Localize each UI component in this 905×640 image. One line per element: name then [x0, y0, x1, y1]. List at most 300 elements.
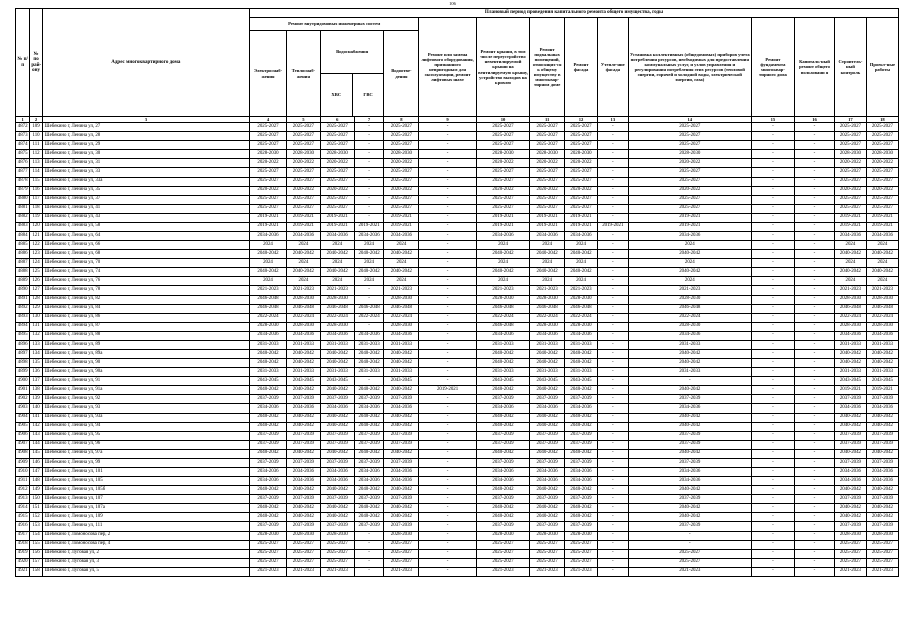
table-cell: 2034-2036 [835, 404, 867, 413]
table-cell: 2025-2027 [320, 168, 354, 177]
table-cell: - [794, 422, 834, 431]
table-cell: 2024 [628, 259, 751, 268]
table-cell: 2025-2027 [628, 141, 751, 150]
table-cell: 2040-2042 [565, 486, 598, 495]
table-row [16, 141, 899, 150]
table-cell: 2024 [565, 241, 598, 250]
table-cell: 2037-2039 [476, 458, 529, 467]
table-cell: 2040-2042 [530, 513, 565, 522]
address-cell: Шебекино г, Ломоносова пер, 4 [42, 540, 249, 549]
table-cell: - [597, 413, 628, 422]
table-cell: 2025-2027 [476, 540, 529, 549]
table-cell: 2037-2039 [354, 495, 384, 504]
table-cell: 2031-2033 [476, 340, 529, 349]
table-cell: 2028-2030 [565, 295, 598, 304]
table-cell: 2024 [286, 277, 320, 286]
table-cell: - [751, 322, 794, 331]
table-cell: 2037-2039 [320, 431, 354, 440]
table-cell: - [597, 486, 628, 495]
table-row [16, 504, 899, 513]
table-cell: 2034-2036 [286, 231, 320, 240]
table-cell: 2028-2030 [320, 150, 354, 159]
table-cell: 2024 [250, 277, 287, 286]
table-cell: - [751, 377, 794, 386]
table-cell: 2025-2027 [286, 123, 320, 132]
table-cell: 2024 [286, 259, 320, 268]
table-cell: - [597, 386, 628, 395]
table-cell: 151 [30, 504, 42, 513]
table-cell: 2025-2027 [835, 540, 867, 549]
header-water: Водоснабжения [321, 31, 384, 74]
table-cell: 2025-2027 [866, 141, 898, 150]
table-cell: - [419, 558, 476, 567]
table-cell: - [794, 431, 834, 440]
table-row [16, 222, 899, 231]
table-cell: 2034-2036 [250, 468, 287, 477]
table-cell: 137 [30, 377, 42, 386]
table-cell: - [794, 449, 834, 458]
address-cell: Шебекино г, Ломоносова пер, 2 [42, 531, 249, 540]
table-cell: - [597, 195, 628, 204]
table-cell: - [628, 540, 751, 549]
column-number: 11 [530, 117, 565, 123]
table-row [16, 558, 899, 567]
table-cell: 2040-2042 [476, 386, 529, 395]
table-cell: 119 [30, 213, 42, 222]
table-cell: 2019-2021 [565, 213, 598, 222]
table-cell: 117 [30, 195, 42, 204]
table-cell: 2040-2042 [476, 422, 529, 431]
table-cell: - [597, 558, 628, 567]
table-cell: 2040-2042 [628, 486, 751, 495]
table-cell: 2034-2036 [354, 331, 384, 340]
table-cell: 2025-2027 [250, 132, 287, 141]
table-cell: 2019-2021 [250, 222, 287, 231]
header-found-repair: Ремонт фундамента многоквар-тирного дома [751, 18, 794, 117]
table-cell: 110 [30, 132, 42, 141]
table-cell: - [751, 195, 794, 204]
table-cell: 2031-2033 [320, 340, 354, 349]
address-cell: Шебекино г, Ленина ул, 89 [42, 340, 249, 349]
table-cell: - [751, 422, 794, 431]
table-cell: 2034-2036 [628, 231, 751, 240]
table-cell: - [419, 368, 476, 377]
table-cell: 4872 [16, 123, 30, 132]
table-cell: 2040-2042 [530, 359, 565, 368]
column-number: 17 [835, 117, 867, 123]
table-cell: - [794, 340, 834, 349]
table-row [16, 422, 899, 431]
table-cell: 2040-2042 [384, 449, 419, 458]
table-cell: 2037-2039 [866, 440, 898, 449]
table-cell: 2022-2024 [320, 313, 354, 322]
address-cell: Шебекино г, Ленина ул, 95 [42, 431, 249, 440]
table-cell: - [597, 540, 628, 549]
table-cell: 2043-2045 [250, 377, 287, 386]
table-cell: 152 [30, 513, 42, 522]
column-number: 14 [628, 117, 751, 123]
table-cell: - [419, 422, 476, 431]
table-cell: - [794, 150, 834, 159]
table-cell: 2046-2048 [286, 304, 320, 313]
table-cell: 2040-2042 [835, 350, 867, 359]
table-cell: 158 [30, 567, 42, 576]
column-number: 9 [419, 117, 476, 123]
table-cell: 2024 [628, 277, 751, 286]
table-cell: 2021-2023 [866, 286, 898, 295]
table-cell: 2040-2042 [320, 504, 354, 513]
table-cell: 2028-2030 [628, 322, 751, 331]
table-cell: - [794, 377, 834, 386]
address-cell: Шебекино г, Ленина ул, 91а [42, 386, 249, 395]
table-cell: - [354, 213, 384, 222]
table-cell: 2028-2030 [565, 150, 598, 159]
table-cell: 2020-2022 [835, 159, 867, 168]
table-cell: - [419, 549, 476, 558]
table-cell: 2040-2042 [866, 422, 898, 431]
table-cell: 2019-2021 [628, 222, 751, 231]
table-cell: 4912 [16, 486, 30, 495]
table-cell: - [751, 331, 794, 340]
table-cell: 2040-2042 [384, 359, 419, 368]
table-cell: - [597, 322, 628, 331]
table-cell: 2037-2039 [835, 440, 867, 449]
table-cell: 2034-2036 [530, 331, 565, 340]
table-cell: 2040-2042 [250, 268, 287, 277]
table-cell: 2040-2042 [835, 504, 867, 513]
table-cell: 2024 [384, 241, 419, 250]
table-cell: 2025-2027 [250, 123, 287, 132]
table-cell: 2025-2027 [835, 177, 867, 186]
table-cell: 2019-2021 [565, 222, 598, 231]
address-cell: Шебекино г, Ленина ул, 29 [42, 141, 249, 150]
table-cell: 2034-2036 [476, 477, 529, 486]
table-cell: - [794, 286, 834, 295]
table-cell: 2031-2033 [866, 368, 898, 377]
table-cell: - [419, 404, 476, 413]
table-cell: 2020-2022 [286, 159, 320, 168]
header-roof: Ремонт крыши, в том числе переустройство невентилируемой крыши на вентилируемую крышу, устройство выходов на кровлю [476, 18, 529, 117]
table-cell: - [354, 540, 384, 549]
table-cell: 2028-2030 [866, 295, 898, 304]
table-cell: 2031-2033 [250, 340, 287, 349]
table-cell: - [597, 268, 628, 277]
table-cell: 2028-2030 [384, 150, 419, 159]
table-cell: 2040-2042 [530, 386, 565, 395]
table-cell: 2040-2042 [835, 513, 867, 522]
table-cell: 2019-2021 [250, 213, 287, 222]
table-cell: - [354, 159, 384, 168]
table-row [16, 486, 899, 495]
table-cell: - [597, 477, 628, 486]
table-cell: - [597, 159, 628, 168]
table-cell: 2025-2027 [628, 132, 751, 141]
table-cell: - [597, 468, 628, 477]
table-cell: 4916 [16, 522, 30, 531]
address-cell: Шебекино г, Ленина ул, 31 [42, 159, 249, 168]
table-cell: 2040-2042 [384, 250, 419, 259]
table-cell: - [354, 132, 384, 141]
table-cell: 2037-2039 [286, 495, 320, 504]
table-cell: - [597, 186, 628, 195]
table-cell: 2037-2039 [866, 431, 898, 440]
table-cell: - [794, 558, 834, 567]
table-cell: 2040-2042 [476, 250, 529, 259]
address-cell: Шебекино г, Ленина ул, 64 [42, 231, 249, 240]
address-cell: Шебекино г, Ленина ул, 30 [42, 150, 249, 159]
table-row [16, 513, 899, 522]
table-cell: 2040-2042 [476, 504, 529, 513]
table-cell: 111 [30, 141, 42, 150]
table-cell: - [597, 422, 628, 431]
table-cell: 2031-2033 [320, 368, 354, 377]
table-cell: 2022-2024 [250, 313, 287, 322]
table-cell: - [794, 549, 834, 558]
table-cell: 2028-2030 [835, 295, 867, 304]
table-row [16, 359, 899, 368]
table-cell: 2025-2027 [565, 141, 598, 150]
table-cell: - [419, 259, 476, 268]
table-row [16, 268, 899, 277]
table-cell: 2025-2027 [565, 123, 598, 132]
address-cell: Шебекино г, Ленина ул, 70 [42, 259, 249, 268]
table-cell: 2040-2042 [476, 359, 529, 368]
table-cell: 2037-2039 [286, 440, 320, 449]
table-cell: 2025-2027 [286, 141, 320, 150]
header-control: Строитель-ный контроль [835, 18, 867, 117]
table-cell: 2037-2039 [384, 495, 419, 504]
table-cell: 2019-2021 [866, 213, 898, 222]
table-cell: - [751, 313, 794, 322]
table-cell: 2034-2036 [384, 477, 419, 486]
table-cell: 2034-2036 [565, 331, 598, 340]
table-cell: 2040-2042 [384, 386, 419, 395]
table-cell: 2028-2030 [476, 295, 529, 304]
table-cell: 2025-2027 [320, 195, 354, 204]
table-cell: - [794, 331, 834, 340]
table-cell: 2025-2027 [835, 558, 867, 567]
table-row [16, 286, 899, 295]
table-cell: 2034-2036 [835, 468, 867, 477]
table-cell: 2037-2039 [628, 458, 751, 467]
table-cell: - [597, 504, 628, 513]
table-cell: 2025-2027 [384, 168, 419, 177]
table-cell: 2034-2036 [250, 231, 287, 240]
table-cell: - [751, 540, 794, 549]
table-cell: - [751, 413, 794, 422]
table-cell: - [794, 213, 834, 222]
address-cell: Шебекино г, Ленина ул, 88 [42, 331, 249, 340]
table-cell: 2021-2023 [835, 567, 867, 576]
table-cell: 2020-2022 [250, 186, 287, 195]
table-cell: 2025-2027 [835, 195, 867, 204]
table-cell: 2034-2036 [530, 468, 565, 477]
table-cell: 2025-2027 [565, 168, 598, 177]
table-cell: 2025-2027 [384, 177, 419, 186]
table-cell: - [597, 377, 628, 386]
table-cell: 2034-2036 [384, 231, 419, 240]
table-cell: 2043-2045 [866, 377, 898, 386]
table-cell: - [751, 567, 794, 576]
table-cell: 2025-2027 [384, 540, 419, 549]
table-cell: 2037-2039 [530, 522, 565, 531]
table-cell: 2037-2039 [384, 522, 419, 531]
table-cell: 2040-2042 [835, 413, 867, 422]
table-cell: 2024 [530, 259, 565, 268]
table-cell: 4907 [16, 440, 30, 449]
table-cell: 2028-2030 [286, 322, 320, 331]
table-cell: - [419, 350, 476, 359]
header-drain: Водоотве-дения [384, 31, 419, 117]
table-cell: 2040-2042 [866, 504, 898, 513]
table-cell: - [751, 404, 794, 413]
table-cell: - [597, 531, 628, 540]
table-cell: 2040-2042 [476, 350, 529, 359]
table-cell: 2025-2027 [476, 168, 529, 177]
table-cell: 2031-2033 [530, 368, 565, 377]
table-cell: - [597, 313, 628, 322]
header-lift: Ремонт или замена лифтового оборудования, признанного непригодным для эксплуатации, ремонт лифтовых шахт [419, 18, 476, 117]
table-cell: - [751, 340, 794, 349]
table-cell: 4895 [16, 331, 30, 340]
table-cell: - [354, 558, 384, 567]
table-cell: 2019-2021 [835, 386, 867, 395]
table-cell: 2025-2027 [866, 123, 898, 132]
table-cell: 4887 [16, 259, 30, 268]
table-cell: - [597, 331, 628, 340]
table-cell: 2034-2036 [384, 331, 419, 340]
table-cell: 2037-2039 [866, 522, 898, 531]
table-cell: - [419, 522, 476, 531]
table-cell: 2019-2021 [286, 222, 320, 231]
table-cell: - [794, 477, 834, 486]
table-cell: 2019-2021 [835, 222, 867, 231]
table-cell: 2040-2042 [530, 250, 565, 259]
table-cell: 150 [30, 495, 42, 504]
table-cell: - [419, 477, 476, 486]
table-cell: 4874 [16, 141, 30, 150]
table-cell: 2025-2027 [384, 123, 419, 132]
table-cell: 2025-2027 [286, 540, 320, 549]
table-cell: 130 [30, 313, 42, 322]
table-cell: 2025-2027 [476, 558, 529, 567]
table-cell: 2037-2039 [250, 495, 287, 504]
table-cell: 2019-2021 [866, 222, 898, 231]
table-cell: 2046-2048 [250, 295, 287, 304]
table-cell: 121 [30, 231, 42, 240]
table-cell: - [419, 132, 476, 141]
table-cell: 2025-2027 [250, 204, 287, 213]
table-cell: 2040-2042 [250, 250, 287, 259]
table-cell: - [597, 359, 628, 368]
table-cell: 2031-2033 [476, 368, 529, 377]
table-cell: 2024 [250, 259, 287, 268]
table-cell: 2025-2027 [250, 549, 287, 558]
table-cell: 2040-2042 [286, 513, 320, 522]
table-cell: 2040-2042 [320, 449, 354, 458]
table-cell: - [751, 549, 794, 558]
table-cell: 2025-2027 [250, 177, 287, 186]
table-cell: 2025-2027 [530, 168, 565, 177]
table-cell: 2034-2036 [628, 477, 751, 486]
table-row [16, 522, 899, 531]
table-cell: 2025-2027 [384, 204, 419, 213]
table-cell: 2040-2042 [565, 268, 598, 277]
table-cell: 2043-2045 [565, 377, 598, 386]
table-cell: - [419, 513, 476, 522]
table-cell: 2034-2036 [835, 331, 867, 340]
table-cell: 2037-2039 [354, 431, 384, 440]
column-number: 4 [250, 117, 287, 123]
table-cell: - [794, 458, 834, 467]
table-cell: - [751, 350, 794, 359]
table-cell: 2034-2036 [530, 231, 565, 240]
address-cell: Шебекино г, Ленина ул, 78 [42, 286, 249, 295]
table-cell: 2025-2027 [384, 558, 419, 567]
table-row [16, 259, 899, 268]
table-cell: 2025-2027 [628, 549, 751, 558]
address-cell: Шебекино г, Ленина ул, 27 [42, 123, 249, 132]
table-cell: 132 [30, 331, 42, 340]
table-cell: 2022-2024 [354, 313, 384, 322]
address-cell: Шебекино г, Ленина ул, 90а [42, 368, 249, 377]
table-cell: - [751, 458, 794, 467]
table-cell: 2037-2039 [320, 458, 354, 467]
table-cell: 2028-2030 [530, 322, 565, 331]
table-cell: 2040-2042 [286, 486, 320, 495]
table-cell: 2028-2030 [320, 295, 354, 304]
table-cell: 2034-2036 [476, 468, 529, 477]
table-cell: - [597, 250, 628, 259]
table-cell: - [794, 495, 834, 504]
table-cell: 2025-2027 [476, 204, 529, 213]
table-cell: 2034-2036 [565, 468, 598, 477]
table-cell: 2024 [250, 241, 287, 250]
table-cell: - [751, 522, 794, 531]
table-cell: 2037-2039 [286, 395, 320, 404]
table-cell: 2021-2023 [476, 567, 529, 576]
header-electro: Электроснаб-жения [250, 31, 287, 117]
table-cell: - [419, 340, 476, 349]
table-cell: - [794, 567, 834, 576]
table-cell: 2034-2036 [476, 231, 529, 240]
table-cell: 143 [30, 431, 42, 440]
table-cell: 2040-2042 [320, 350, 354, 359]
table-cell: - [751, 177, 794, 186]
table-cell: 2040-2042 [384, 513, 419, 522]
table-cell: 2040-2042 [835, 422, 867, 431]
table-cell: 2020-2022 [384, 186, 419, 195]
table-cell: - [751, 359, 794, 368]
address-cell: Шебекино г, Ленина ул, 92 [42, 395, 249, 404]
table-cell: 2021-2023 [286, 286, 320, 295]
table-cell: 2043-2045 [476, 377, 529, 386]
table-row [16, 404, 899, 413]
table-cell: - [794, 468, 834, 477]
table-cell: 2028-2030 [476, 531, 529, 540]
table-cell: 2019-2021 [320, 222, 354, 231]
address-cell: Шебекино г, Ленина ул, 33 [42, 168, 249, 177]
table-cell: 2025-2027 [866, 549, 898, 558]
table-cell: 2028-2030 [476, 150, 529, 159]
table-cell: 2040-2042 [354, 350, 384, 359]
table-cell: 2040-2042 [476, 413, 529, 422]
table-cell: 112 [30, 150, 42, 159]
address-cell: Шебекино г, Ленина ул, 68 [42, 250, 249, 259]
table-cell: - [794, 359, 834, 368]
header-heat: Теплоснаб-жения [286, 31, 320, 117]
table-cell: 4886 [16, 250, 30, 259]
